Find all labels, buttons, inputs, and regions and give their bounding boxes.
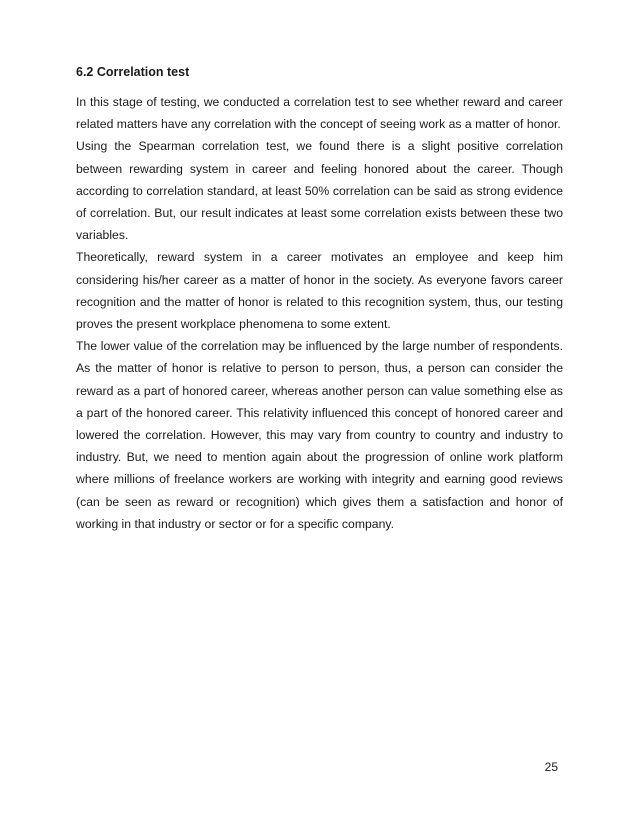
page-number: 25 [544,760,558,774]
paragraph-intro: In this stage of testing, we conducted a correlation test to see whether reward and career related matters have any correlation with the concept of seeing work as a matter of honor. [76,95,563,132]
section-heading: 6.2 Correlation test [76,65,190,79]
paragraph-spearman-result: Using the Spearman correlation test, we found there is a slight positive correlation between rewarding system in career and feeling honored about the career. Though according to correlation standard, at least 50% correlation can be said as strong evidence of correlation. But, our result indicates at least some correlation exists between these two variables. [76,139,563,243]
paragraph-theory: Theoretically, reward system in a career motivates an employee and keep him considering his/her career as a matter of honor in the society. As everyone favors career recognition and the matter of honor is related to this recognition system, thus, our testing proves the present workplace phenomena to some extent. [76,250,563,332]
paragraph-lower-value: The lower value of the correlation may be influenced by the large number of respondents. As the matter of honor is relative to person to person, thus, a person can consider the reward as a part of honored career, whereas another person can value something else as a part of the honored career. This relativity influenced this concept of honored career and lowered the correlation. However, this may vary from country to country and industry to industry. But, we need to mention again about the progression of online work platform where millions of freelance workers are working with integrity and earning good reviews (can be seen as reward or recognition) which gives them a satisfaction and honor of working in that industry or sector or for a specific company. [76,339,563,531]
section-body [76,64,563,535]
